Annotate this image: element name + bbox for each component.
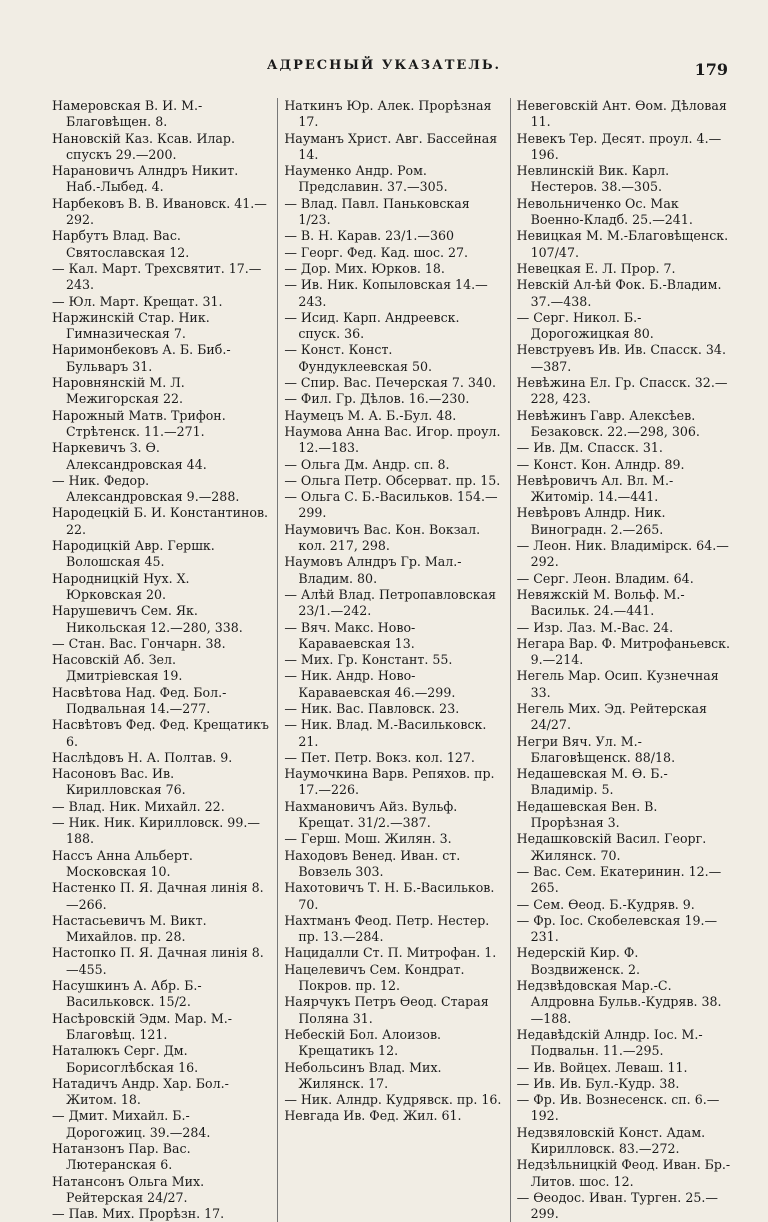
directory-entry: — Ив. Войцех. Леваш. 11. bbox=[516, 1059, 688, 1075]
directory-entry: — Влад. Ник. Михайл. 22. bbox=[52, 798, 225, 814]
directory-entry: Натанзонъ Пар. Вас. Лютеранская 6. bbox=[52, 1141, 191, 1173]
directory-entry: Наткинъ Юр. Алек. Прорѣзная 17. bbox=[284, 98, 492, 130]
directory-entry: Натадичъ Андр. Хар. Бол.-Житом. 18. bbox=[52, 1075, 229, 1108]
directory-entry: — Фил. Гр. Дѣлов. 16.—230. bbox=[284, 391, 470, 407]
directory-entry: Недзвяловскій Конст. Адам. Кирилловск. 83.—272. bbox=[516, 1124, 706, 1156]
directory-entry: Недзвѣдовская Мар.-С. Алдровна Бульв.-Кудряв. 38.—188. bbox=[516, 978, 722, 1026]
directory-entry: — Ольга С. Б.-Васильков. 154.—299. bbox=[284, 489, 498, 521]
directory-entry: Небольсинъ Влад. Мих. Жилянск. 17. bbox=[284, 1059, 442, 1091]
column-1 bbox=[46, 98, 277, 1222]
directory-entry: Намеровская В. И. М.-Благовѣщен. 8. bbox=[52, 98, 203, 130]
directory-entry: — Мих. Гр. Констант. 55. bbox=[284, 652, 453, 668]
directory-entry: Недашковскій Васил. Георг. Жилянск. 70. bbox=[516, 831, 707, 863]
directory-entry: — Ѳеодос. Иван. Турген. 25.—299. bbox=[516, 1189, 718, 1222]
directory-entry: Наталюкъ Серг. Дм. Борисоглѣбская 16. bbox=[52, 1043, 199, 1075]
directory-entry: Народницкій Нух. Х. Юрковская 20. bbox=[52, 570, 190, 602]
directory-entry: Нацелевичъ Сем. Кондрат. Покров. пр. 12. bbox=[284, 961, 465, 994]
directory-entry: Невецкая Е. Л. Прор. 7. bbox=[516, 260, 676, 276]
directory-entry: Невеговскій Ант. Ѳом. Дѣловая 11. bbox=[516, 98, 727, 130]
directory-entry: Невѣжина Ел. Гр. Спасск. 32.—228, 423. bbox=[516, 375, 728, 407]
directory-entry: Насоновъ Вас. Ив. Кирилловская 76. bbox=[52, 766, 186, 798]
directory-entry: Невгада Ив. Фед. Жил. 61. bbox=[284, 1108, 462, 1124]
directory-entry: — Ник. Андр. Ново-Караваевская 46.—299. bbox=[284, 668, 456, 700]
directory-entry: Наумовъ Алндръ Гр. Мал.-Владим. 80. bbox=[284, 554, 462, 586]
directory-entry: Нахмановичъ Айз. Вульф. Крещат. 31/2.—387. bbox=[284, 798, 458, 831]
directory-entry: — Юл. Март. Крещат. 31. bbox=[52, 293, 223, 309]
directory-entry: Настопко П. Я. Дачная линія 8.—455. bbox=[52, 945, 264, 977]
directory-entry: Недашевская Вен. В. Прорѣзная 3. bbox=[516, 798, 658, 831]
directory-entry: Негри Вяч. Ул. М.-Благовѣщенск. 88/18. bbox=[516, 733, 676, 765]
running-title: АДРЕСНЫЙ УКАЗАТЕЛЬ. bbox=[266, 58, 502, 73]
directory-entry: — Ольга Петр. Обсерват. пр. 15. bbox=[284, 472, 501, 488]
directory-entry: — Спир. Вас. Печерская 7. 340. bbox=[284, 375, 496, 391]
directory-entry: Нассъ Анна Альберт. Московская 10. bbox=[52, 847, 193, 879]
directory-entry: Невѣровъ Алндр. Ник. Виноградн. 2.—265. bbox=[516, 505, 666, 537]
directory-entry: Недашевская М. Ѳ. Б.-Владимір. 5. bbox=[516, 766, 668, 798]
directory-entry: Наярчукъ Петръ Ѳеод. Старая Поляна 31. bbox=[284, 994, 489, 1026]
directory-entry: — Пав. Мих. Прорѣзн. 17. bbox=[52, 1206, 225, 1222]
directory-entry: — Изр. Лаз. М.-Вас. 24. bbox=[516, 619, 674, 635]
directory-entry: — Конст. Конст. Фундуклеевская 50. bbox=[284, 342, 433, 374]
directory-entry: — Леон. Ник. Владимірск. 64.—292. bbox=[516, 538, 729, 570]
directory-entry: — Ник. Алндр. Кудрявск. пр. 16. bbox=[284, 1092, 502, 1108]
directory-entry: — Фр. Іос. Скобелевская 19.—231. bbox=[516, 912, 718, 945]
directory-entry: — Ив. Ив. Бул.-Кудр. 38. bbox=[516, 1075, 680, 1091]
directory-entry: Наумовичъ Вас. Кон. Вокзал. кол. 217, 298. bbox=[284, 521, 481, 554]
directory-entry: Нацидалли Ст. П. Митрофан. 1. bbox=[284, 945, 497, 961]
directory-entry: Находовъ Венед. Иван. ст. Вовзель 303. bbox=[284, 847, 461, 879]
directory-entry: Насовскій Аб. Зел. Дмитріевская 19. bbox=[52, 652, 183, 684]
directory-entry: Насвѣтовъ Фед. Фед. Крещатикъ 6. bbox=[52, 717, 269, 749]
directory-entry: Народицкій Авр. Гершк. Волошская 45. bbox=[52, 538, 215, 570]
directory-entry: Невицкая М. М.-Благовѣщенск. 107/47. bbox=[516, 228, 729, 260]
directory-entry: Невскій Ал-ѣй Фок. Б.-Владим. 37.—438. bbox=[516, 277, 722, 309]
directory-entry: Наржинскій Стар. Ник. Гимназическая 7. bbox=[52, 309, 210, 342]
directory-entry: Насвѣтова Над. Фед. Бол.-Подвальная 14.—277. bbox=[52, 684, 227, 716]
directory-entry: — Влад. Павл. Паньковская 1/23. bbox=[284, 195, 470, 228]
directory-entry: Наримонбековъ А. Б. Биб.-Бульваръ 31. bbox=[52, 342, 231, 374]
directory-entry: Невекъ Тер. Десят. проул. 4.—196. bbox=[516, 130, 722, 162]
directory-entry: Негара Вар. Ф. Митрофаньевск. 9.—214. bbox=[516, 635, 731, 668]
directory-entry: — Кал. Март. Трехсвятит. 17.—243. bbox=[52, 260, 262, 293]
directory-entry: — Ник. Федор. Александровская 9.—288. bbox=[52, 472, 240, 505]
directory-entry: Нарожный Матв. Трифон. Стрѣтенск. 11.—271. bbox=[52, 407, 226, 439]
directory-entry: Науманъ Христ. Авг. Бассейная 14. bbox=[284, 130, 498, 162]
directory-entry: Наркевичъ З. Ѳ. Александровская 44. bbox=[52, 440, 207, 472]
directory-entry: — Пет. Петр. Вокз. кол. 127. bbox=[284, 749, 475, 765]
directory-entry: Недзѣльницкій Феод. Иван. Бр.-Литов. шос. 12. bbox=[516, 1157, 731, 1189]
directory-entry: Натансонъ Ольга Мих. Рейтерская 24/27. bbox=[52, 1173, 205, 1205]
directory-entry: Недавѣдскій Алндр. Іос. М.-Подвальн. 11.—295. bbox=[516, 1026, 703, 1059]
directory-entry: Невлинскій Вик. Карл. Нестеров. 38.—305. bbox=[516, 163, 670, 195]
directory-entry: Настенко П. Я. Дачная линія 8.—266. bbox=[52, 880, 264, 912]
directory-entry: Насѣровскій Эдм. Мар. М.-Благовѣщ. 121. bbox=[52, 1010, 233, 1042]
directory-entry: Нарушевичъ Сем. Як. Никольская 12.—280, 338. bbox=[52, 603, 243, 635]
directory-entry: Небескій Бол. Алоизов. Крещатикъ 12. bbox=[284, 1026, 442, 1059]
directory-entry: Настасьевичъ М. Викт. Михайлов. пр. 28. bbox=[52, 912, 207, 945]
directory-entry: Недерскій Кир. Ф. Воздвиженск. 2. bbox=[516, 945, 640, 977]
directory-entry: Науменко Андр. Ром. Предславин. 37.—305. bbox=[284, 163, 448, 195]
column-2 bbox=[277, 98, 509, 1222]
directory-entry: Нарбутъ Влад. Вас. Святославская 12. bbox=[52, 228, 190, 260]
directory-entry: — Фр. Ив. Вознесенск. сп. 6.—192. bbox=[516, 1092, 720, 1124]
directory-entry: — Серг. Никол. Б.-Дорогожицкая 80. bbox=[516, 309, 654, 342]
directory-entry: — Сем. Ѳеод. Б.-Кудряв. 9. bbox=[516, 896, 695, 912]
directory-entry: — Дмит. Михайл. Б.-Дорогожиц. 39.—284. bbox=[52, 1108, 211, 1140]
directory-entry: — Алѣй Влад. Петропавловская 23/1.—242. bbox=[284, 586, 497, 619]
directory-entry: — Вяч. Макс. Ново-Караваевская 13. bbox=[284, 619, 416, 651]
directory-entry: Невяжскій М. Вольф. М.-Васильк. 24.—441. bbox=[516, 586, 685, 619]
directory-entry: Невструевъ Ив. Ив. Спасск. 34.—387. bbox=[516, 342, 726, 374]
directory-entry: Невольниченко Ос. Мак Военно-Кладб. 25.—241. bbox=[516, 195, 693, 228]
directory-entry: Негель Мих. Эд. Рейтерская 24/27. bbox=[516, 700, 707, 733]
page-number: 179 bbox=[694, 60, 728, 79]
directory-entry: Нахтманъ Феод. Петр. Нестер. пр. 13.—284. bbox=[284, 912, 490, 945]
directory-entry: Нановскій Каз. Ксав. Илар. спускъ 29.—200. bbox=[52, 130, 235, 162]
directory-entry: Невѣровичъ Ал. Вл. М.-Житомір. 14.—441. bbox=[516, 472, 674, 505]
directory-entry: — В. Н. Карав. 23/1.—360 bbox=[284, 228, 455, 244]
directory-entry: Наровнянскій М. Л. Межигорская 22. bbox=[52, 375, 185, 407]
directory-entry: Наумова Анна Вас. Игор. проул. 12.—183. bbox=[284, 423, 501, 456]
directory-entry: — Ник. Вас. Павловск. 23. bbox=[284, 700, 460, 716]
column-3 bbox=[510, 98, 742, 1222]
directory-entry: Народецкій Б. И. Константинов. 22. bbox=[52, 505, 269, 537]
directory-entry: — Ник. Влад. М.-Васильковск. 21. bbox=[284, 717, 487, 749]
directory-entry: Невѣжинъ Гавр. Алексѣев. Безаковск. 22.—298, 306. bbox=[516, 407, 700, 439]
directory-entry: — Дор. Мих. Юрков. 18. bbox=[284, 260, 445, 276]
directory-entry: Наумочкина Варв. Репяхов. пр. 17.—226. bbox=[284, 766, 495, 798]
directory-entry: — Герш. Мош. Жилян. 3. bbox=[284, 831, 452, 847]
directory-entry: — Вас. Сем. Екатеринин. 12.—265. bbox=[516, 863, 722, 896]
directory-entry: Наумецъ М. А. Б.-Бул. 48. bbox=[284, 407, 457, 423]
directory-entry: — Конст. Кон. Алндр. 89. bbox=[516, 456, 685, 472]
directory-entry: Насушкинъ А. Абр. Б.-Васильковск. 15/2. bbox=[52, 978, 202, 1010]
entries-columns bbox=[46, 98, 742, 1222]
directory-entry: — Ник. Ник. Кирилловск. 99.—188. bbox=[52, 815, 260, 847]
directory-entry: — Исид. Карп. Андреевск. спуск. 36. bbox=[284, 309, 460, 342]
directory-entry: — Ив. Ник. Копыловская 14.—243. bbox=[284, 277, 488, 309]
directory-entry: — Стан. Вас. Гончарн. 38. bbox=[52, 635, 226, 651]
directory-entry: — Георг. Фед. Кад. шос. 27. bbox=[284, 244, 469, 260]
directory-entry: — Серг. Леон. Владим. 64. bbox=[516, 570, 694, 586]
directory-entry: — Ольга Дм. Андр. сп. 8. bbox=[284, 456, 450, 472]
directory-entry: — Ив. Дм. Спасск. 31. bbox=[516, 440, 663, 456]
directory-entry: Нахотовичъ Т. Н. Б.-Васильков. 70. bbox=[284, 880, 495, 912]
directory-entry: Нарбековъ В. В. Ивановск. 41.—292. bbox=[52, 195, 267, 228]
directory-entry: Наслѣдовъ Н. А. Полтав. 9. bbox=[52, 749, 233, 765]
directory-entry: Нарановичъ Алндръ Никит. Наб.-Лыбед. 4. bbox=[52, 163, 239, 195]
directory-entry: Негель Мар. Осип. Кузнечная 33. bbox=[516, 668, 719, 700]
